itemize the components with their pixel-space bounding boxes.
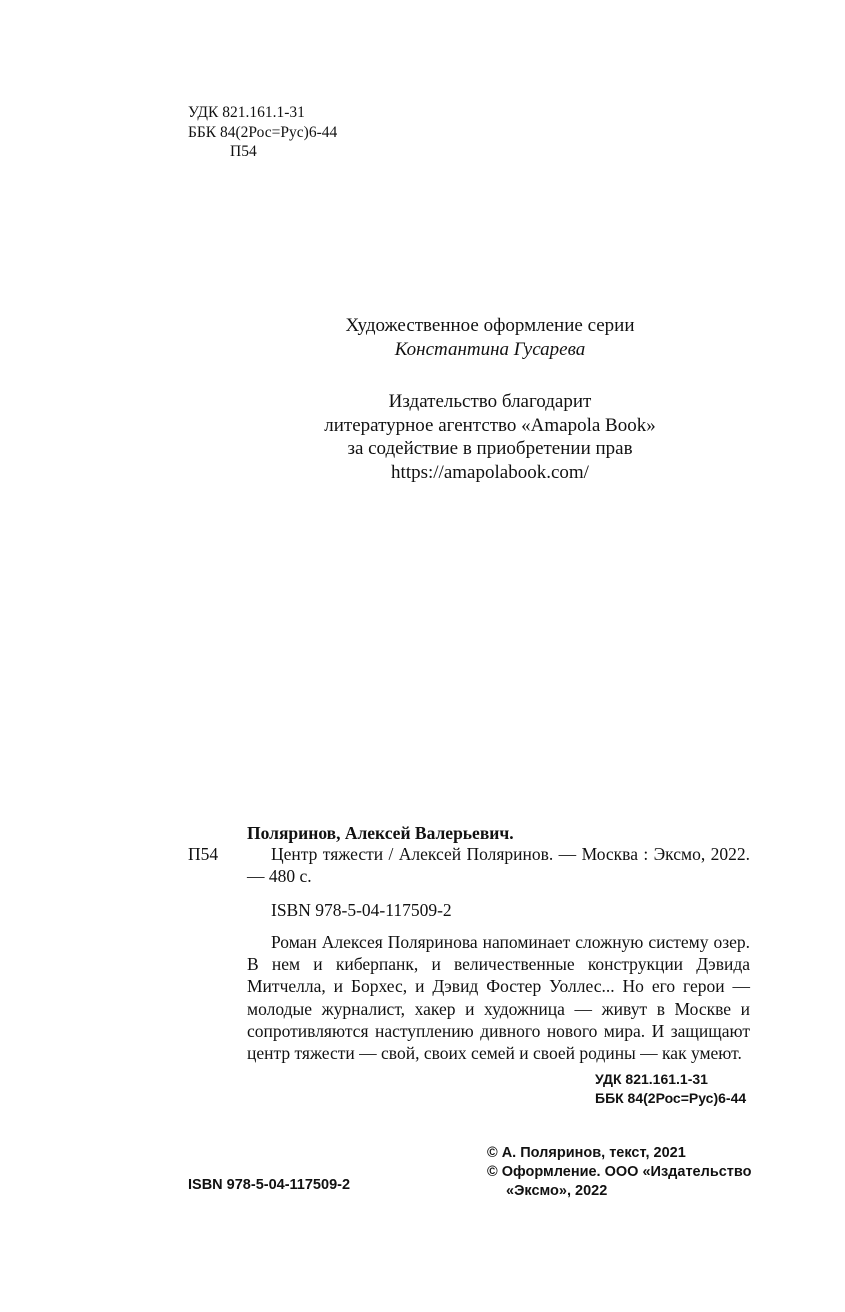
bib-title-line: Центр тяжести / Алексей Поляринов. — Москва : Эксмо, 2022. — 480 с.: [247, 844, 750, 886]
copyright-text: © А. Поляринов, текст, 2021: [487, 1145, 686, 1161]
bib-annotation: Роман Алексея Поляринова напоминает сложную систему озер. В нем и киберпанк, и величественные конструкции Дэвида Митчелла, и Борхес, и Дэвид Фостер Уоллес... Но его герои — молодые журналист, хакер и художница — живут в Москве и сопротивляются наступлению дивного нового мира. И защищают центр тяжести — свой, своих семей и своей родины — как умеют.: [247, 932, 750, 1064]
artist-name: Константина Гусарева: [394, 338, 586, 360]
design-credits: [200, 314, 780, 361]
classification-right: [595, 1070, 746, 1108]
copyright-block: [487, 1144, 751, 1201]
publisher-thanks: [200, 390, 780, 484]
bib-code: П54: [188, 844, 219, 864]
thanks-line-1: Издательство благодарит: [388, 391, 592, 412]
udk-code-right: УДК 821.161.1-31: [595, 1071, 708, 1087]
thanks-line-3: за содействие в приобретении прав: [347, 438, 633, 459]
author-mark: П54: [230, 143, 257, 160]
copyright-design-2: «Эксмо», 2022: [506, 1183, 608, 1199]
bib-isbn: ISBN 978-5-04-117509-2: [271, 900, 452, 920]
bbk-code-right: ББК 84(2Рос=Рус)6-44: [595, 1090, 747, 1106]
classification-top: [188, 103, 337, 162]
credits-line: Художественное оформление серии: [345, 315, 635, 336]
thanks-line-2: литературное агентство «Amapola Book»: [324, 414, 656, 436]
bib-author: Поляринов, Алексей Валерьевич.: [247, 823, 514, 843]
agency-url: https://amapolabook.com/: [391, 461, 589, 483]
udk-code: УДК 821.161.1-31: [188, 104, 305, 121]
bbk-code: ББК 84(2Рос=Рус)6-44: [188, 123, 338, 141]
copyright-design-1: © Оформление. ООО «Издательство: [487, 1164, 752, 1180]
footer-isbn: ISBN 978-5-04-117509-2: [188, 1177, 351, 1193]
